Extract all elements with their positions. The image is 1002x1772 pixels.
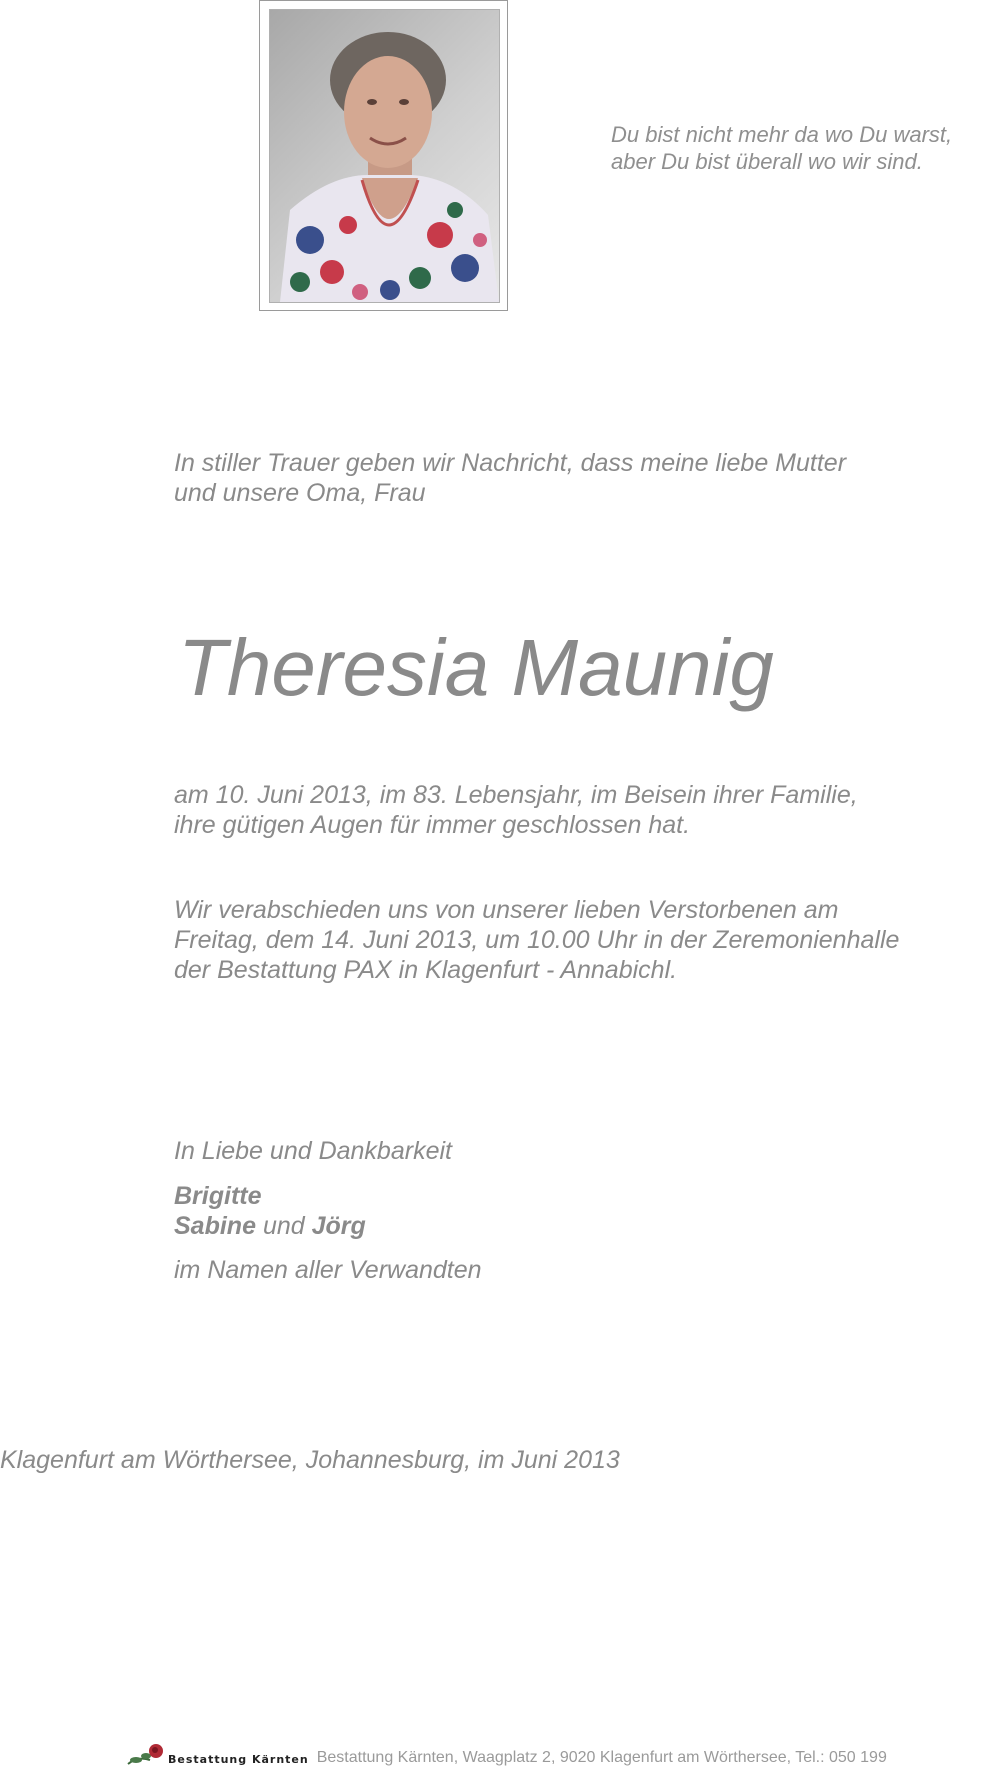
quote-line-1: Du bist nicht mehr da wo Du warst,	[611, 122, 953, 147]
place-date: Klagenfurt am Wörthersee, Johannesburg, im Juni 2013	[0, 1446, 620, 1474]
closing-greeting: In Liebe und Dankbarkeit	[174, 1137, 452, 1165]
intro-line-2: und unsere Oma, Frau	[174, 479, 426, 507]
footer	[126, 1740, 887, 1770]
mourner-names	[174, 1181, 366, 1241]
logo-text: Bestattung Kärnten	[168, 1752, 309, 1766]
farewell-line-1: Wir verabschieden uns von unserer lieben Verstorbenen am	[174, 896, 839, 924]
portrait-photo	[269, 9, 500, 303]
death-line-2: ihre gütigen Augen für immer geschlossen hat.	[174, 811, 691, 839]
death-notice	[174, 780, 858, 840]
farewell-line-3: der Bestattung PAX in Klagenfurt - Annabichl.	[174, 956, 678, 984]
quote-line-2: aber Du bist überall wo wir sind.	[611, 149, 923, 174]
relatives-note: im Namen aller Verwandten	[174, 1256, 482, 1284]
farewell-notice	[174, 895, 899, 985]
footer-address: Bestattung Kärnten, Waagplatz 2, 9020 Klagenfurt am Wörthersee, Tel.: 050 199	[316, 1749, 887, 1766]
mourner-name: Brigitte	[174, 1182, 262, 1210]
portrait-frame	[259, 0, 508, 311]
rose-icon	[126, 1742, 164, 1768]
conjunction: und	[262, 1212, 305, 1240]
intro-text	[174, 448, 846, 508]
mourner-name: Sabine	[174, 1212, 256, 1240]
mourner-name: Jörg	[311, 1212, 366, 1240]
deceased-name: Theresia Maunig	[178, 623, 774, 712]
death-line-1: am 10. Juni 2013, im 83. Lebensjahr, im Beisein ihrer Familie,	[174, 781, 858, 809]
intro-line-1: In stiller Trauer geben wir Nachricht, dass meine liebe Mutter	[174, 449, 847, 477]
memorial-quote	[611, 121, 952, 175]
funeral-home-logo	[126, 1742, 309, 1768]
farewell-line-2: Freitag, dem 14. Juni 2013, um 10.00 Uhr in der Zeremonienhalle	[174, 926, 900, 954]
